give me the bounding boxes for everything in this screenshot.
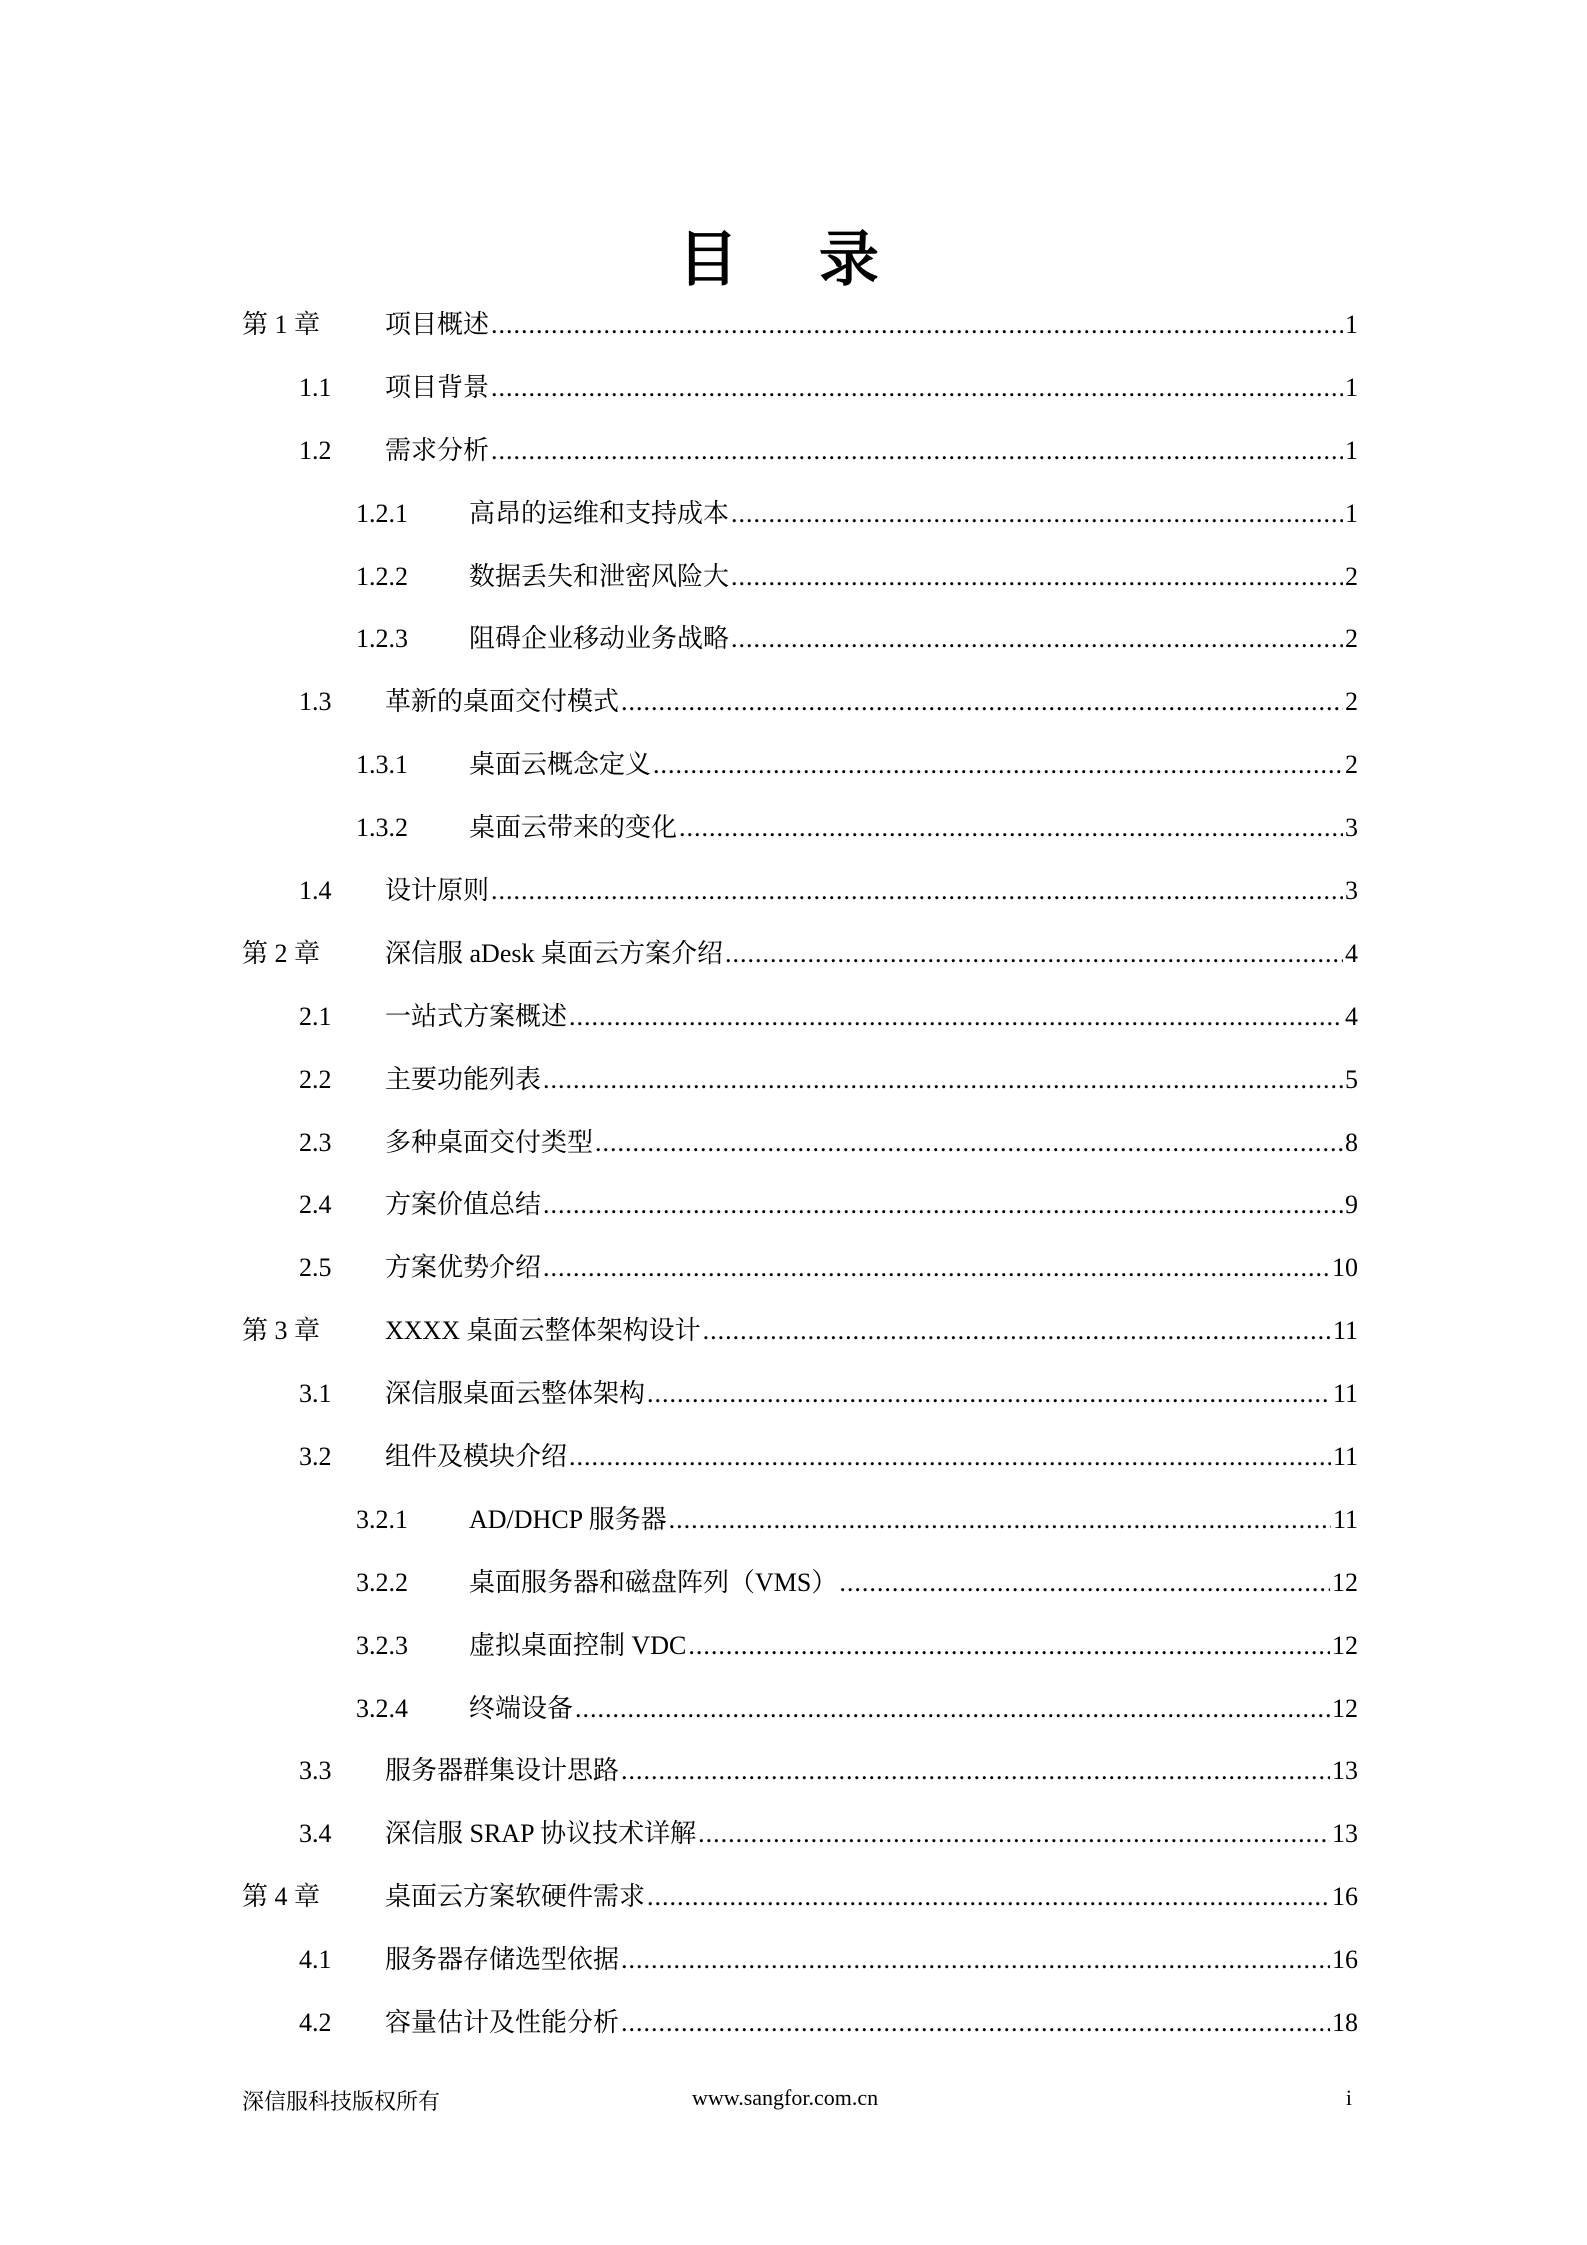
toc-entry-page: 11	[1332, 1504, 1358, 1534]
dot-leader	[725, 934, 1343, 974]
toc-entry-title[interactable]: 需求分析	[385, 435, 490, 465]
toc-entry-number: 2.4	[299, 1190, 332, 1220]
footer-url[interactable]: www.sangfor.com.cn	[692, 2085, 879, 2110]
dot-leader	[703, 1311, 1331, 1351]
dot-leader	[731, 557, 1343, 597]
toc-entry[interactable]	[242, 431, 1358, 494]
toc-entry-number: 第 1 章	[242, 310, 321, 339]
toc-entry-page: 16	[1332, 1945, 1358, 1975]
toc-entry-title[interactable]: 终端设备	[469, 1693, 574, 1723]
toc-entry[interactable]	[242, 1248, 1358, 1311]
dot-leader	[669, 1500, 1331, 1540]
toc-entry-number: 4.2	[299, 2008, 332, 2038]
toc-entry-title[interactable]: 深信服桌面云整体架构	[385, 1379, 646, 1409]
toc-entry-page: 4	[1345, 938, 1358, 968]
toc-entry-page: 2	[1345, 750, 1358, 780]
toc-entry-title[interactable]: 虚拟桌面控制 VDC	[469, 1630, 687, 1660]
toc-entry-page: 11	[1332, 1442, 1358, 1472]
toc-entry-title[interactable]: 革新的桌面交付模式	[385, 687, 620, 717]
toc-entry-page: 2	[1345, 561, 1358, 591]
toc-entry-page: 13	[1332, 1819, 1358, 1849]
dot-leader	[621, 682, 1343, 722]
toc-entry-page: 18	[1332, 2008, 1358, 2038]
toc-entry-number: 1.4	[299, 876, 332, 906]
toc-entry-page: 12	[1332, 1693, 1358, 1723]
toc-entry-page: 2	[1345, 624, 1358, 654]
toc-entry-title[interactable]: 服务器存储选型依据	[385, 1945, 620, 1975]
toc-entry-title[interactable]: 桌面云方案软硬件需求	[385, 1882, 646, 1912]
dot-leader	[647, 1877, 1330, 1917]
toc-entry[interactable]	[242, 1437, 1358, 1500]
toc-entry-title[interactable]: 容量估计及性能分析	[385, 2008, 620, 2038]
dot-leader	[491, 871, 1343, 911]
toc-entry[interactable]	[242, 682, 1358, 745]
toc-entry-title[interactable]: 方案优势介绍	[385, 1253, 542, 1283]
toc-entry-page: 4	[1345, 1001, 1358, 1031]
dot-leader	[679, 808, 1343, 848]
toc-entry[interactable]	[242, 1123, 1358, 1186]
footer-copyright: 深信服科技版权所有	[242, 2089, 441, 2114]
dot-leader	[595, 1123, 1343, 1163]
toc-entry-number: 1.2.1	[356, 498, 408, 528]
toc-entry-title[interactable]: 桌面云概念定义	[469, 750, 652, 780]
toc-entry[interactable]	[242, 1500, 1358, 1563]
toc-entry-number: 3.4	[299, 1819, 332, 1849]
dot-leader	[621, 1940, 1330, 1980]
toc-entry-page: 10	[1332, 1253, 1358, 1283]
toc-entry-number: 3.2.4	[356, 1693, 408, 1723]
toc-entry-title[interactable]: AD/DHCP 服务器	[469, 1504, 667, 1534]
toc-entry-title[interactable]: 桌面服务器和磁盘阵列（VMS）	[469, 1567, 838, 1597]
toc-entry-number: 2.2	[299, 1064, 332, 1094]
toc-entry-title[interactable]: XXXX 桌面云整体架构设计	[385, 1316, 701, 1346]
toc-entry[interactable]	[242, 1060, 1358, 1123]
dot-leader	[543, 1060, 1343, 1100]
toc-entry-title[interactable]: 深信服 aDesk 桌面云方案介绍	[385, 938, 723, 968]
toc-entry[interactable]	[242, 1814, 1358, 1877]
dot-leader	[543, 1185, 1343, 1225]
toc-entry-number: 4.1	[299, 1945, 332, 1975]
dot-leader	[491, 305, 1343, 345]
dot-leader	[698, 1814, 1330, 1854]
toc-entry-page: 3	[1345, 813, 1358, 843]
dot-leader	[491, 368, 1343, 408]
table-of-contents	[242, 305, 1358, 2066]
toc-entry[interactable]	[242, 1185, 1358, 1248]
toc-entry-number: 第 2 章	[242, 938, 321, 968]
toc-entry[interactable]	[242, 997, 1358, 1060]
toc-entry-title[interactable]: 桌面云带来的变化	[469, 813, 678, 843]
toc-entry-title[interactable]: 阻碍企业移动业务战略	[469, 624, 730, 654]
dot-leader	[688, 1626, 1330, 1666]
toc-entry-title[interactable]: 设计原则	[385, 876, 490, 906]
toc-entry[interactable]	[242, 619, 1358, 682]
toc-entry[interactable]	[242, 2003, 1358, 2066]
toc-entry[interactable]	[242, 871, 1358, 934]
toc-entry-page: 16	[1332, 1882, 1358, 1912]
toc-entry[interactable]	[242, 1877, 1358, 1940]
page-footer	[242, 2085, 1358, 2125]
toc-entry[interactable]	[242, 808, 1358, 871]
toc-entry-page: 11	[1332, 1379, 1358, 1409]
toc-entry-title[interactable]: 项目概述	[385, 310, 490, 339]
dot-leader	[569, 997, 1343, 1037]
toc-entry-page: 12	[1332, 1630, 1358, 1660]
toc-entry-page: 1	[1345, 498, 1358, 528]
toc-entry-page: 1	[1345, 372, 1358, 402]
toc-entry-page: 1	[1345, 435, 1358, 465]
toc-entry-number: 1.3	[299, 687, 332, 717]
toc-entry-number: 2.3	[299, 1127, 332, 1157]
dot-leader	[491, 431, 1343, 471]
toc-entry-title[interactable]: 深信服 SRAP 协议技术详解	[385, 1819, 697, 1849]
toc-entry-number: 第 4 章	[242, 1882, 321, 1912]
dot-leader	[569, 1437, 1331, 1477]
dot-leader	[653, 745, 1343, 785]
toc-entry[interactable]	[242, 1563, 1358, 1626]
toc-entry-title[interactable]: 高昂的运维和支持成本	[469, 498, 730, 528]
toc-entry-title[interactable]: 服务器群集设计思路	[385, 1756, 620, 1786]
dot-leader	[621, 2003, 1330, 2043]
toc-entry[interactable]	[242, 1689, 1358, 1752]
toc-entry-number: 3.2.3	[356, 1630, 408, 1660]
toc-entry-number: 1.2.3	[356, 624, 408, 654]
toc-entry[interactable]	[242, 305, 1358, 368]
toc-entry-number: 2.5	[299, 1253, 332, 1283]
toc-entry-page: 1	[1345, 310, 1358, 339]
toc-entry-number: 2.1	[299, 1001, 332, 1031]
toc-entry-page: 8	[1345, 1127, 1358, 1157]
toc-entry[interactable]	[242, 1374, 1358, 1437]
toc-entry[interactable]	[242, 494, 1358, 557]
toc-entry-number: 第 3 章	[242, 1316, 321, 1346]
toc-entry-title[interactable]: 主要功能列表	[385, 1064, 542, 1094]
dot-leader	[731, 494, 1343, 534]
toc-entry[interactable]	[242, 368, 1358, 431]
toc-entry-page: 5	[1345, 1064, 1358, 1094]
toc-entry-number: 3.2	[299, 1442, 332, 1472]
toc-entry-title[interactable]: 方案价值总结	[385, 1190, 542, 1220]
toc-entry-number: 3.1	[299, 1379, 332, 1409]
toc-entry-title[interactable]: 组件及模块介绍	[385, 1442, 568, 1472]
toc-entry[interactable]	[242, 1940, 1358, 2003]
toc-entry[interactable]	[242, 934, 1358, 997]
toc-entry-number: 1.2.2	[356, 561, 408, 591]
toc-entry-page: 9	[1345, 1190, 1358, 1220]
dot-leader	[839, 1563, 1330, 1603]
toc-entry-title[interactable]: 项目背景	[385, 372, 490, 402]
page-title: 目 录	[678, 225, 909, 295]
toc-entry-number: 1.2	[299, 435, 332, 465]
toc-entry-number: 3.2.2	[356, 1567, 408, 1597]
toc-entry[interactable]	[242, 1626, 1358, 1689]
dot-leader	[621, 1751, 1330, 1791]
toc-entry[interactable]	[242, 1311, 1358, 1374]
toc-entry-page: 2	[1345, 687, 1358, 717]
dot-leader	[647, 1374, 1331, 1414]
dot-leader	[731, 619, 1343, 659]
footer-page-number: i	[1345, 2085, 1352, 2110]
toc-entry-number: 1.3.1	[356, 750, 408, 780]
dot-leader	[543, 1248, 1330, 1288]
toc-entry-page: 12	[1332, 1567, 1358, 1597]
toc-entry-page: 11	[1332, 1316, 1358, 1346]
toc-entry[interactable]	[242, 745, 1358, 808]
toc-entry-page: 3	[1345, 876, 1358, 906]
toc-entry-number: 3.3	[299, 1756, 332, 1786]
toc-entry-title[interactable]: 数据丢失和泄密风险大	[469, 561, 730, 591]
toc-entry-number: 3.2.1	[356, 1504, 408, 1534]
toc-entry-number: 1.1	[299, 372, 332, 402]
toc-entry-title[interactable]: 一站式方案概述	[385, 1001, 568, 1031]
toc-entry[interactable]	[242, 1751, 1358, 1814]
toc-entry-page: 13	[1332, 1756, 1358, 1786]
toc-entry-title[interactable]: 多种桌面交付类型	[385, 1127, 594, 1157]
toc-entry[interactable]	[242, 557, 1358, 620]
toc-entry-number: 1.3.2	[356, 813, 408, 843]
dot-leader	[575, 1689, 1330, 1729]
